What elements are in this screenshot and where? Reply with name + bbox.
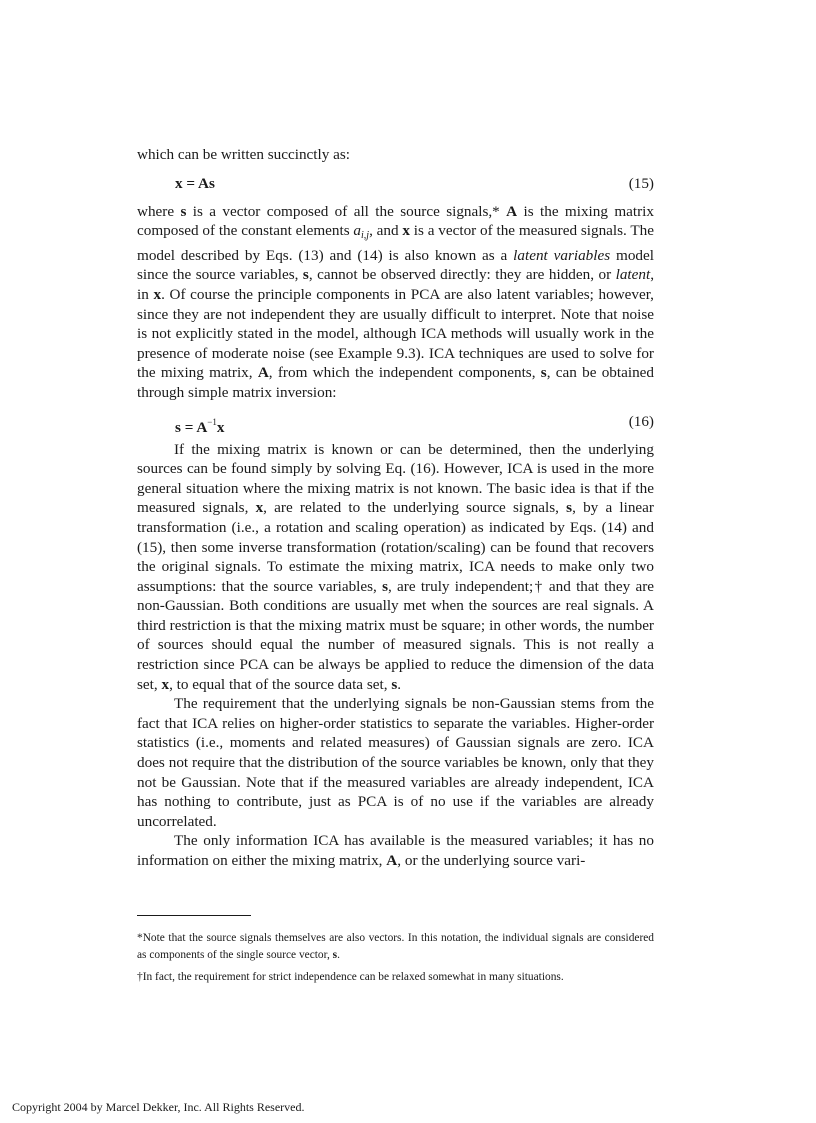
copyright-notice: Copyright 2004 by Marcel Dekker, Inc. All Rights Reserved.: [12, 1100, 305, 1114]
footnote-1: *Note that the source signals themselves are also vectors. In this notation, the individual signals are considered as components of the single source vector, s.: [137, 932, 654, 961]
equation-15: [137, 174, 654, 194]
equation-16-number: (16): [628, 412, 654, 430]
footnote-divider: [137, 915, 251, 916]
paragraph-1: where s is a vector composed of all the source signals,* A is the mixing matrix composed of the constant elements $a_{i,j}$, and x is a vector of the measured signals. The model described by Eqs. (13) and (14) is also known as a latent variables model since the source variables, s, cannot be observed directly: they are hidden, or latent, in x. Of course the principle components in PCA are also latent variables; however, since they are not independent they are usually difficult to interpret. Note that noise is not explicitly stated in the model, although ICA methods will usually work in the presence of moderate noise (see Example 9.3). ICA techniques are used to solve for the mixing matrix, A, from which the independent components, s, can be obtained through simple matrix inversion:: [137, 202, 654, 401]
paragraph-3: The requirement that the underlying signals be non-Gaussian stems from the fact that ICA relies on higher-order statistics to separate the variables. Higher-order statistics (i.e., moments and related measures) of Gaussian signals are zero. ICA does not require that the distribution of the source variables be known, only that they not be Gaussian. Note that if the measured variables are already independent, ICA has nothing to contribute, just as PCA is of no use if the variables are already uncorrelated.: [137, 695, 654, 830]
equation-16: [137, 412, 654, 436]
paragraph-2: If the mixing matrix is known or can be determined, then the underlying sources can be found simply by solving Eq. (16). However, ICA is used in the more general situation where the mixing matrix is not known. The basic idea is that if the measured signals, x, are related to the underlying source signals, s, by a linear transformation (i.e., a rotation and scaling operation) as indicated by Eqs. (14) and (15), then some inverse transformation (rotation/scaling) can be found that recovers the original signals. To estimate the mixing matrix, ICA needs to make only two assumptions: that the source variables, s, are truly independent;† and that they are non-Gaussian. Both conditions are usually met when the sources are real signals. A third restriction is that the mixing matrix must be square; in other words, the number of sources should equal the number of measured signals. This is not really a restriction since PCA can be always be applied to reduce the dimension of the data set, x, to equal that of the source data set, s.: [137, 440, 654, 693]
intro-line: which can be written succinctly as:: [137, 146, 350, 163]
equation-16-expression: $s = A^{-1}x$: [175, 416, 225, 436]
footnotes: [137, 930, 654, 986]
body-text: [137, 145, 654, 871]
equation-15-number: (15): [628, 174, 654, 192]
paragraph-4: The only information ICA has available is the measured variables; it has no information on either the mixing matrix, A, or the underlying source vari-: [137, 832, 654, 869]
footnote-2: †In fact, the requirement for strict independence can be relaxed somewhat in many situations.: [137, 971, 564, 983]
equation-15-expression: x = As: [175, 174, 215, 192]
